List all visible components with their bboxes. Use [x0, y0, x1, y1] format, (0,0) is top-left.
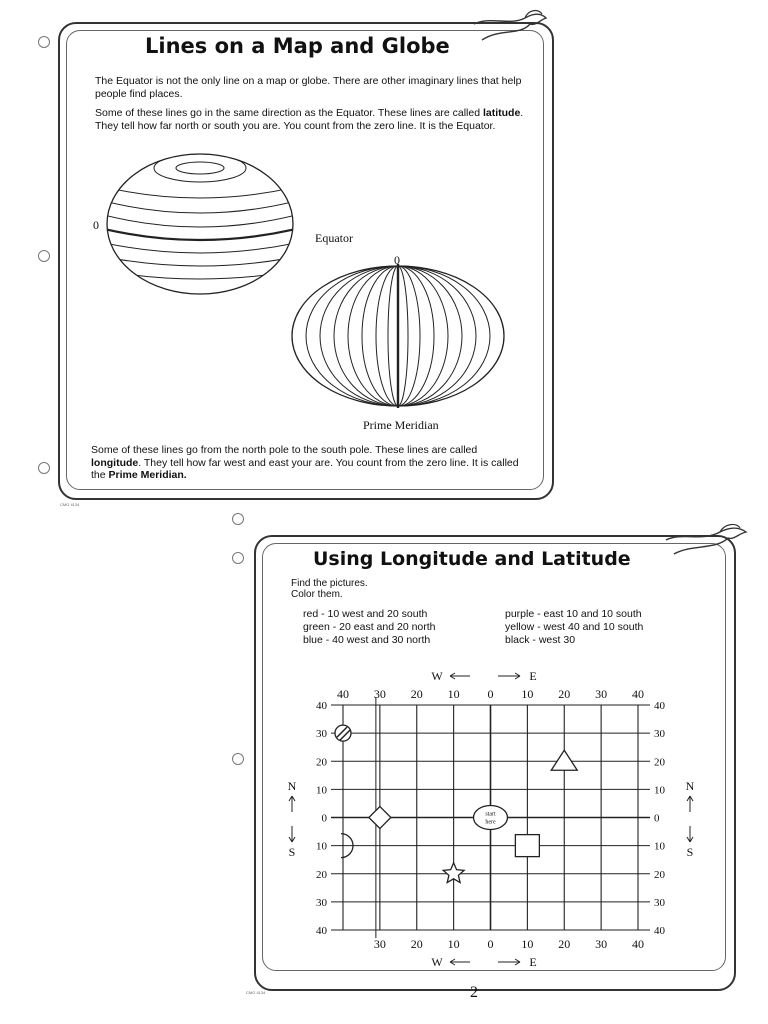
- x-tick-bottom: 20: [410, 937, 423, 951]
- page1-intro: The Equator is not the only line on a map or globe. There are other imaginary lines that help people find places.: [95, 75, 522, 100]
- x-tick-bottom: 30: [595, 937, 608, 951]
- y-tick-left: 30: [316, 896, 327, 909]
- compass-east-bottom: E: [529, 955, 537, 969]
- x-tick-bottom: 20: [558, 937, 571, 951]
- x-tick-top: 20: [410, 687, 423, 701]
- page1-title: Lines on a Map and Globe: [145, 34, 450, 58]
- prime-meridian-zero-label: 0: [394, 253, 400, 267]
- x-tick-bottom: 40: [632, 937, 644, 951]
- y-tick-right: 20: [654, 868, 665, 881]
- compass-north-right: N: [685, 779, 695, 793]
- instruction-line-2: Color them.: [291, 589, 343, 600]
- legend-right-2: yellow - west 40 and 10 south: [505, 621, 644, 633]
- page-number: 2: [470, 984, 478, 1001]
- y-tick-left: 30: [316, 728, 327, 741]
- equator-zero-label: 0: [93, 218, 99, 232]
- compass-south-left: S: [288, 845, 296, 859]
- start-here-oval: [474, 806, 508, 830]
- y-tick-right: 30: [654, 896, 665, 909]
- x-tick-top: 0: [487, 687, 494, 701]
- x-tick-bottom: 30: [373, 937, 386, 951]
- x-tick-bottom: 10: [447, 937, 460, 951]
- latitude-paragraph: Some of these lines go in the same direction as the Equator. These lines are called latitude. They tell how far north or south you are. You count from the zero line. It is the Equator.: [95, 107, 524, 132]
- y-tick-left: 0: [321, 812, 327, 825]
- start-label-line-2: here: [485, 819, 496, 826]
- x-tick-top: 30: [595, 687, 608, 701]
- y-tick-right: 10: [654, 784, 665, 797]
- x-tick-top: 10: [521, 687, 534, 701]
- longitude-paragraph: Some of these lines go from the north pole to the south pole. These lines are called longitude. They tell how far west and east your are. You count from the zero line. It is called the Prime Meridian.: [91, 444, 519, 481]
- x-tick-top: 40: [632, 687, 644, 701]
- legend-left-3: blue - 40 west and 30 north: [303, 634, 431, 646]
- y-tick-left: 10: [316, 784, 327, 797]
- legend-left-1: red - 10 west and 20 south: [303, 608, 428, 620]
- legend-right-1: purple - east 10 and 10 south: [505, 608, 642, 620]
- y-tick-right: 40: [654, 925, 665, 937]
- compass-south-right: S: [686, 845, 694, 859]
- y-tick-left: 10: [316, 840, 327, 853]
- legend-right-3: black - west 30: [505, 634, 576, 646]
- compass-west-top: W: [431, 669, 443, 683]
- y-tick-right: 40: [654, 700, 665, 712]
- page2-title: Using Longitude and Latitude: [313, 548, 631, 570]
- equator-label: Equator: [315, 231, 353, 245]
- y-tick-right: 10: [654, 840, 665, 853]
- start-label-line-1: start: [485, 811, 496, 818]
- page1-footer-code: CMG 4134: [60, 502, 80, 507]
- x-tick-bottom: 10: [521, 937, 534, 951]
- x-tick-top: 10: [447, 687, 460, 701]
- compass-north-left: N: [287, 779, 297, 793]
- striped-circle-shape: [335, 725, 351, 741]
- longitude-term: longitude: [91, 456, 139, 469]
- x-tick-top: 20: [558, 687, 571, 701]
- compass-east-top: E: [529, 669, 537, 683]
- x-tick-top: 30: [373, 687, 386, 701]
- compass-west-bottom: W: [431, 955, 443, 969]
- x-tick-top: 40: [337, 687, 349, 701]
- y-tick-left: 20: [316, 756, 327, 769]
- instruction-line-1: Find the pictures.: [291, 578, 368, 589]
- x-tick-bottom: 0: [487, 937, 494, 951]
- y-tick-right: 20: [654, 756, 665, 769]
- y-tick-left: 40: [316, 925, 327, 937]
- prime-meridian-label: Prime Meridian: [363, 418, 439, 432]
- y-tick-right: 0: [654, 812, 660, 825]
- prime-meridian-term: Prime Meridian.: [108, 469, 187, 481]
- y-tick-right: 30: [654, 728, 665, 741]
- legend-left-2: green - 20 east and 20 north: [303, 621, 436, 633]
- y-tick-left: 40: [316, 700, 327, 712]
- latitude-term: latitude: [482, 107, 521, 119]
- page2-footer-code: CMG 4134: [246, 990, 266, 995]
- y-tick-left: 20: [316, 868, 327, 881]
- square-shape: [515, 835, 539, 857]
- diamond-shape: [369, 807, 391, 829]
- triangle-shape: [551, 750, 577, 770]
